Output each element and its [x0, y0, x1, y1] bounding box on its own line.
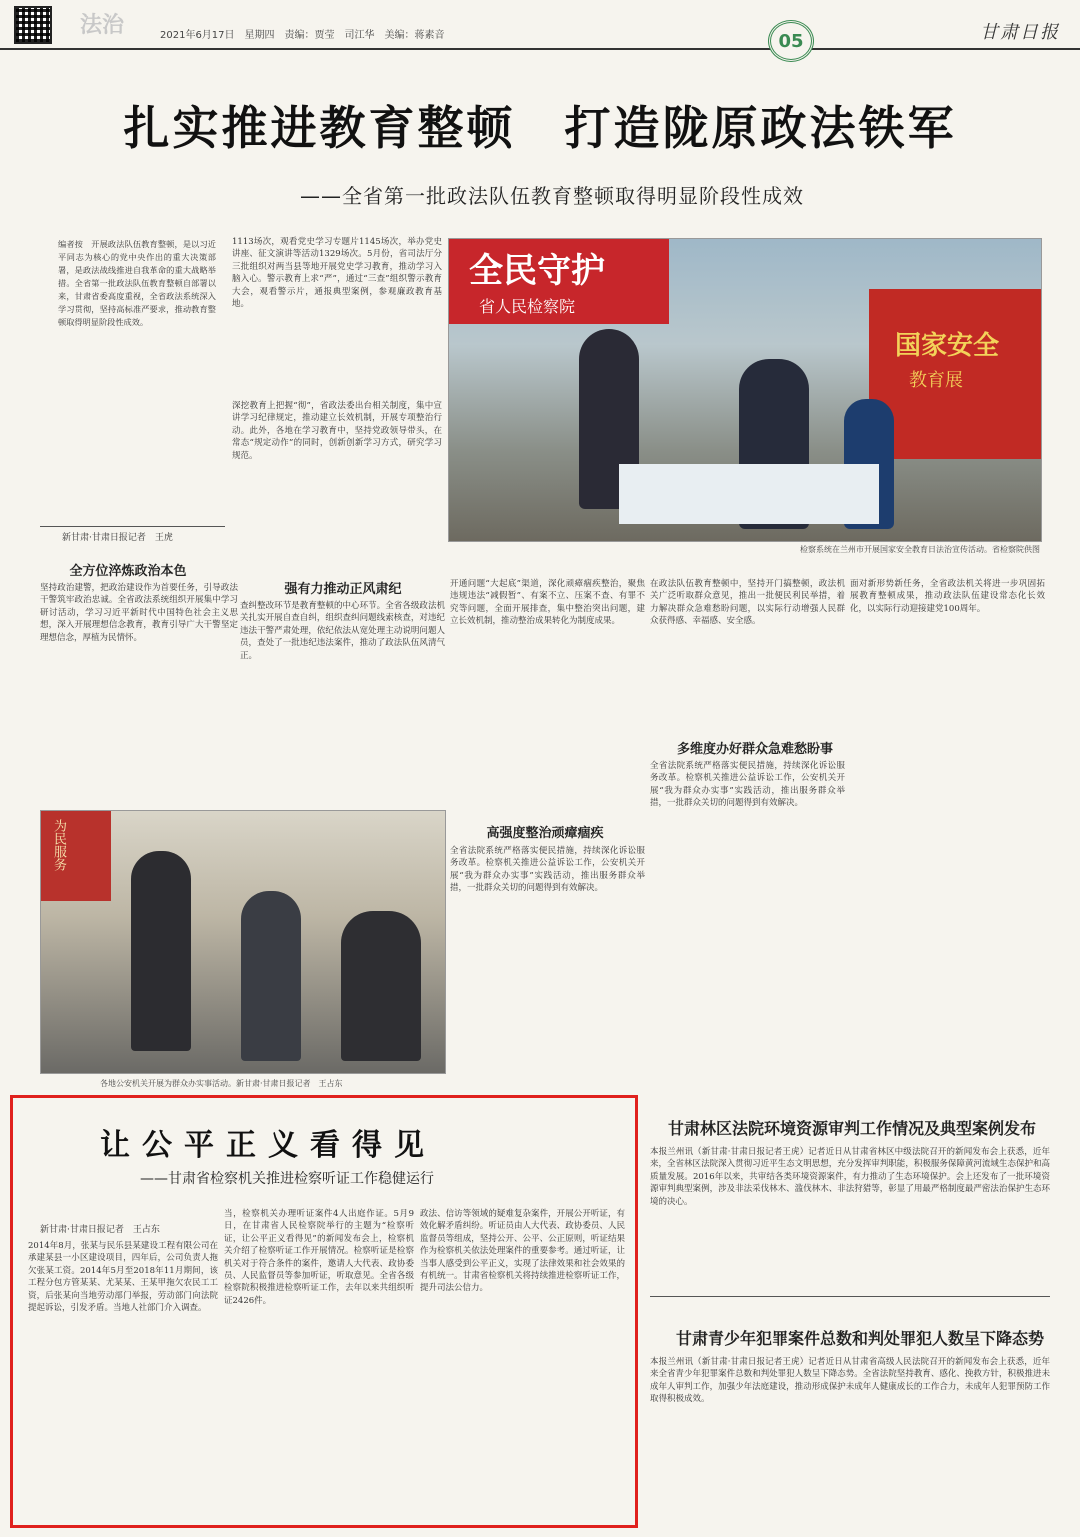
banner [869, 289, 1041, 459]
person-figure [241, 891, 301, 1061]
masthead [0, 0, 1080, 50]
right-article-1-text: 本报兰州讯（新甘肃·甘肃日报记者王虎）记者近日从甘肃省林区中级法院召开的新闻发布会上获悉，近年来，全省林区法院深入贯彻习近平生态文明思想，充分发挥审判职能，积极服务保障黄河流域生态保护和高质量发展。2016年以来，共审结各类环境资源案件，有力推动了生态环境保护。会上还发布了一批环境资源审判典型案例，涉及非法采伐林木、滥伐林木、非法狩猎等，彰显了用最严格制度最严密法治保护生态环境的决心。 [650, 1147, 1050, 1207]
subtitle-2: 强有力推动正风肃纪 [284, 582, 402, 597]
intro-byline: 新甘肃·甘肃日报记者 王虎 [62, 533, 173, 543]
banner-text: 为民服务 [51, 819, 66, 871]
featured-col-1: 2014年8月，张某与民乐县某建设工程有限公司在承建某县一小区建设项目，四年后，公司负责人拖欠张某工资。2014年5月至2018年11月期间，该工程分包方管某某、尤某某、王某甲拖欠农民工工资，后张某向当地劳动部门举报，劳动部门向法院提起诉讼，引发矛盾。当地人社部门介入调查。 [28, 1241, 218, 1314]
body-1: 坚持政治建警，把政治建设作为首要任务，引导政法干警筑牢政治忠诚。全省政法系统组织开展集中学习研讨活动，学习习近平新时代中国特色社会主义思想，深入开展理想信念教育，教育引导广大干警坚定理想信念，厚植为民情怀。 [40, 583, 238, 643]
body-3: 开通问题“大起底”渠道，深化顽瘴痼疾整治，聚焦违规违法“减假暂”、有案不立、压案不查、有罪不究等问题，全面开展排查，集中整治突出问题，建立长效机制，推动整治成果转化为制度成果。 [450, 579, 645, 627]
sign-text: 全民守护 [469, 251, 605, 291]
divider [650, 1296, 1050, 1297]
column-b-mid: 深挖教育上把握“彻”，省政法委出台相关制度，集中宣讲学习纪律规定，推动建立长效机制，开展专项整治行动。此外，各地在学习教育中，坚持党政领导带头，在常态“规定动作”的同时，创新创新学习方式，研究学习规范。 [232, 401, 442, 461]
featured-col-2: 当，检察机关办理听证案件4人出庭作证。5月9日，在甘肃省人民检察院举行的主题为“检察听证，让公平正义看得见”的新闻发布会上，检察机关介绍了检察听证工作开展情况。检察听证是检察机关对于符合条件的案件，邀请人大代表、政协委员、人民监督员等参加听证，听取意见。全省各级检察院积极推进检察听证工作，去年以来共组织听证2426件。 [224, 1209, 414, 1306]
photo-left-caption: 各地公安机关开展为群众办实事活动。新甘肃·甘肃日报记者 王占东 [100, 1079, 343, 1088]
main-headline: 扎实推进教育整顿 打造陇原政法铁军 [123, 101, 957, 155]
body-4: 在政法队伍教育整顿中，坚持开门搞整顿，政法机关广泛听取群众意见，推出一批便民利民举措，着力解决群众急难愁盼问题，以实际行动增强人民群众获得感、幸福感、安全感。 [650, 579, 845, 627]
qr-code-icon [14, 6, 52, 44]
subtitle-4: 多维度办好群众急难愁盼事 [676, 742, 833, 757]
display-table [619, 464, 879, 524]
body-2: 查纠整改环节是教育整顿的中心环节。全省各级政法机关扎实开展自查自纠，组织查纠问题线索核查，对违纪违法干警严肃处理，依纪依法从宽处理主动说明问题人员，查处了一批违纪违法案件，推动了政法队伍风清气正。 [240, 601, 445, 661]
section-label: 法治 [80, 13, 125, 38]
newspaper-logo: 甘肃日报 [980, 22, 1060, 43]
editor-note: 编者按 开展政法队伍教育整顿，是以习近平同志为核心的党中央作出的重大决策部署，是政法战线推进自我革命的重大战略举措。全省第一批政法队伍教育整顿自部署以来，甘肃省委高度重视，全省政法系统深入学习贯彻，坚持高标准严要求，推动教育整顿取得明显阶段性成效。 [58, 239, 216, 327]
red-sign [449, 239, 669, 324]
main-subheadline: ——全省第一批政法队伍教育整顿取得明显阶段性成效 [300, 184, 804, 208]
person-figure [131, 851, 191, 1051]
body-4b: 全省法院系统严格落实便民措施，持续深化诉讼服务改革。检察机关推进公益诉讼工作，公安机关开展“我为群众办实事”实践活动，推出服务群众举措，一批群众关切的问题得到有效解决。 [650, 761, 845, 809]
photo-top [448, 238, 1042, 542]
sign-sub: 省人民检察院 [479, 297, 576, 316]
divider [40, 526, 225, 527]
right-article-2-text: 本报兰州讯（新甘肃·甘肃日报记者王虎）记者近日从甘肃省高级人民法院召开的新闻发布会上获悉，近年来全省青少年犯罪案件总数和判处罪犯人数呈下降态势。全省法院坚持教育、感化、挽救方针，积极推进未成年人审判工作，加强少年法庭建设，推动形成保护未成年人健康成长的工作合力，未成年人犯罪预防工作取得积极成效。 [650, 1357, 1050, 1405]
body-5: 全省法院系统严格落实便民措施，持续深化诉讼服务改革。检察机关推进公益诉讼工作，公安机关开展“我为群众办实事”实践活动，推出服务群众举措，一批群众关切的问题得到有效解决。 [450, 846, 645, 894]
right-article-1-title: 甘肃林区法院环境资源审判工作情况及典型案例发布 [668, 1119, 1037, 1138]
date-line: 2021年6月17日 星期四 责编：贾莹 司江华 美编：蒋素音 [160, 30, 445, 41]
banner-sub: 教育展 [909, 370, 963, 391]
subtitle-1: 全方位淬炼政治本色 [69, 564, 187, 579]
banner-text: 国家安全 [895, 331, 1000, 361]
body-6: 面对新形势新任务，全省政法机关将进一步巩固拓展教育整顿成果，推动政法队伍建设常态化长效化，以实际行动迎接建党100周年。 [850, 579, 1045, 614]
subtitle-3: 高强度整治顽瘴痼疾 [486, 826, 604, 841]
photo-left [40, 810, 446, 1074]
person-figure [341, 911, 421, 1061]
featured-subtitle: ——甘肃省检察机关推进检察听证工作稳健运行 [140, 1171, 434, 1187]
page-number-badge: 05 [768, 20, 814, 62]
featured-title: 让公平正义看得见 [100, 1128, 436, 1163]
featured-col-3: 政法、信访等领域的疑难复杂案件，开展公开听证，有效化解矛盾纠纷。听证员由人大代表、政协委员、人民监督员等组成，坚持公开、公平、公正原则，听证结果作为检察机关依法处理案件的重要参考。通过听证，让当事人感受到公平正义，实现了法律效果和社会效果的有机统一。甘肃省检察机关将持续推进检察听证工作，提升司法公信力。 [420, 1209, 625, 1294]
red-banner [41, 811, 111, 901]
column-b-top: 1113场次，观看党史学习专题片1145场次，举办党史讲座、征文演讲等活动1329场次。5月份，省司法厅分三批组织对两当县等地开展党史学习教育，推动学习入脑入心。警示教育上求“严”，通过“三查”组织警示教育大会，观看警示片，通报典型案例，参观廉政教育基地。 [232, 237, 442, 310]
right-article-2-title: 甘肃青少年犯罪案件总数和判处罪犯人数呈下降态势 [676, 1329, 1045, 1348]
featured-byline: 新甘肃·甘肃日报记者 王占东 [40, 1225, 160, 1235]
photo-top-caption: 检察系统在兰州市开展国家安全教育日法治宣传活动。省检察院供图 [800, 545, 1040, 554]
